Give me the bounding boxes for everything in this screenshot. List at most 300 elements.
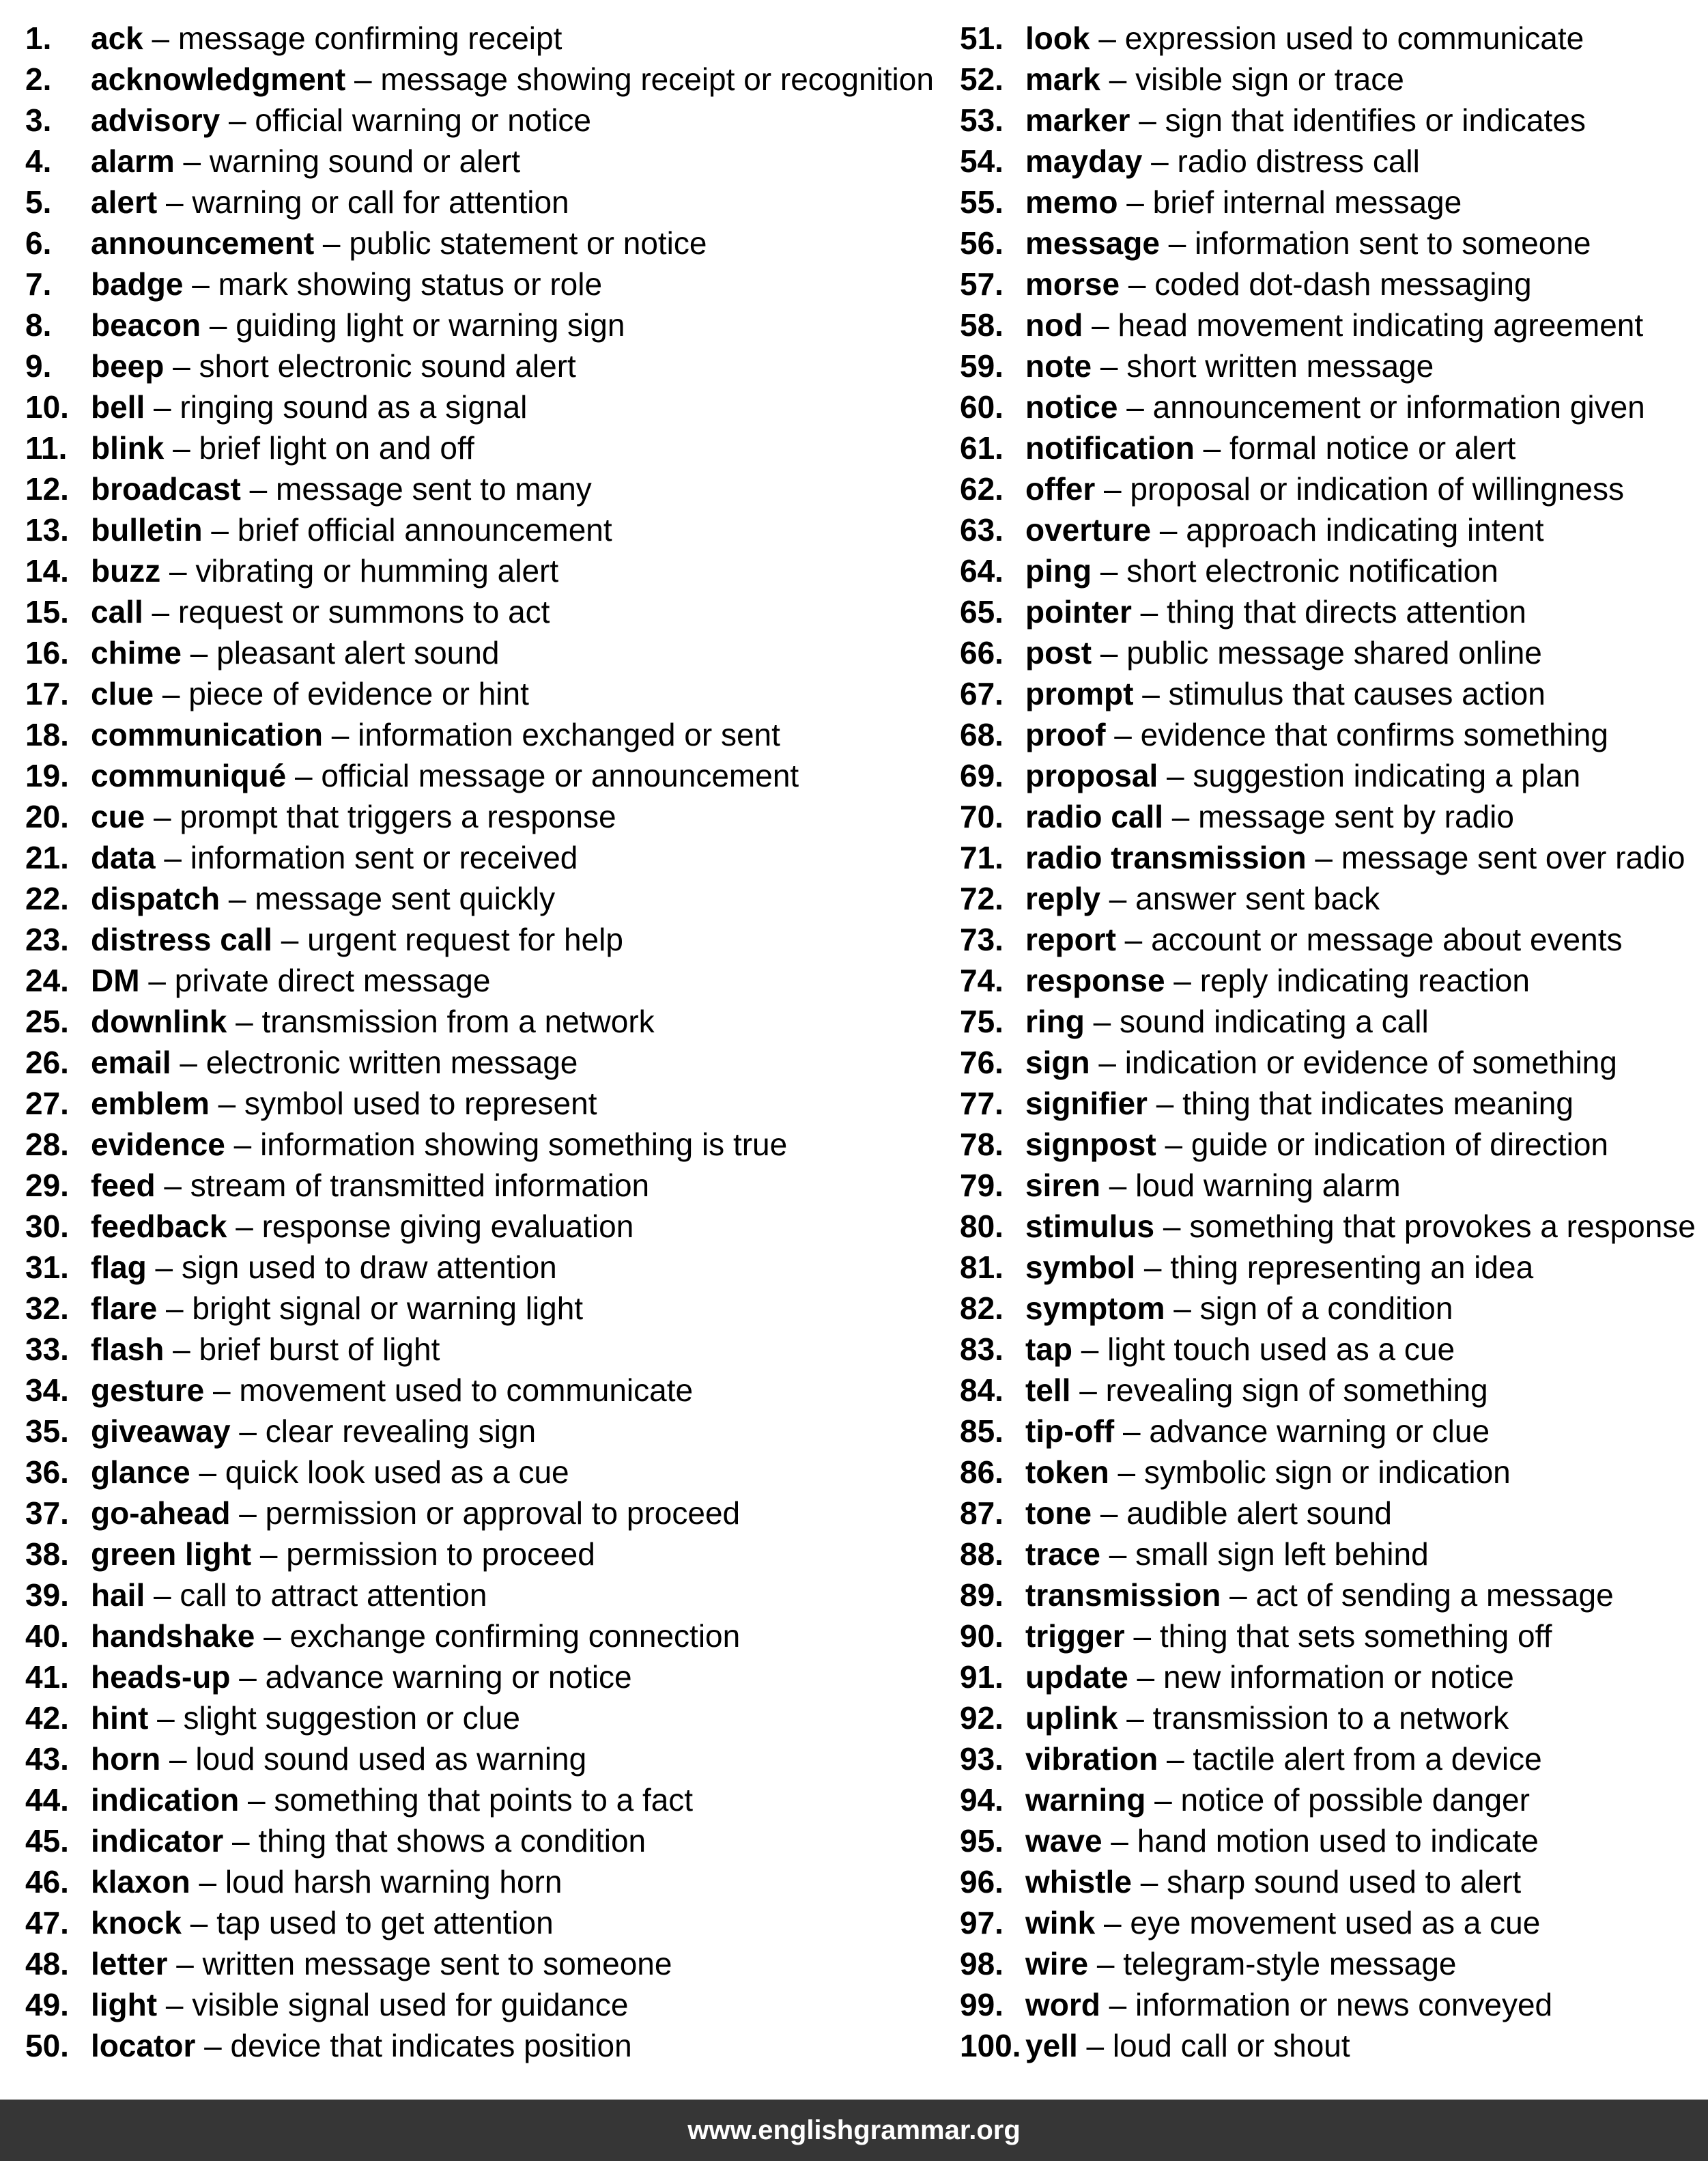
item-term: update [1025,1659,1128,1695]
list-item [960,100,1696,141]
item-number: 34. [25,1372,69,1408]
item-separator: – [239,1782,274,1818]
item-separator: – [1100,1168,1136,1203]
list-item [25,1943,934,1984]
item-separator: – [1077,2028,1113,2063]
item-separator: – [322,717,358,752]
item-separator: – [145,799,180,834]
list-item [960,305,1696,345]
item-definition: bright signal or warning light [192,1290,584,1326]
item-definition: guide or indication of direction [1191,1127,1608,1162]
item-number: 53. [960,102,1004,138]
list-item [25,1206,934,1247]
item-term: uplink [1025,1700,1118,1736]
item-definition: brief internal message [1152,184,1462,220]
item-definition: thing that directs attention [1167,594,1526,630]
item-definition: response giving evaluation [261,1209,634,1244]
item-separator: – [201,307,236,343]
item-definition: thing representing an idea [1170,1249,1534,1285]
list-item [25,18,934,59]
item-definition: stimulus that causes action [1168,676,1546,711]
item-number: 51. [960,20,1004,56]
item-separator: – [251,1536,287,1572]
item-definition: tap used to get attention [216,1905,554,1940]
item-term: feed [91,1168,156,1203]
item-term: acknowledgment [91,61,346,97]
item-term: broadcast [91,471,241,507]
list-item [25,305,934,345]
item-definition: piece of evidence or hint [188,676,529,711]
list-item [25,755,934,796]
item-term: feedback [91,1209,227,1244]
item-separator: – [314,225,350,261]
item-number: 48. [25,1946,69,1981]
item-separator: – [1115,922,1152,957]
item-term: call [91,594,143,630]
list-item [25,1329,934,1370]
item-separator: – [1092,348,1127,384]
item-number: 98. [960,1946,1004,1981]
footer-website-link[interactable]: www.englishgrammar.org [687,2115,1021,2145]
item-number: 71. [960,840,1004,875]
list-item [25,1370,934,1411]
list-item [25,1779,934,1820]
item-number: 20. [25,799,69,834]
item-term: light [91,1987,158,2022]
item-number: 70. [960,799,1004,834]
item-term: transmission [1025,1577,1221,1613]
item-separator: – [1306,840,1341,875]
item-definition: ringing sound as a signal [180,389,528,425]
item-separator: – [145,389,180,425]
item-term: hail [91,1577,145,1613]
list-item [960,1493,1696,1534]
item-definition: head movement indicating agreement [1118,307,1644,343]
item-definition: new information or notice [1163,1659,1514,1695]
item-term: proof [1025,717,1106,752]
list-item [25,919,934,960]
item-separator: – [183,266,218,302]
item-separator: – [1159,225,1195,261]
word-list-column-left [25,18,934,2066]
item-number: 38. [25,1536,69,1572]
item-separator: – [1090,1045,1125,1080]
item-definition: something that points to a fact [274,1782,694,1818]
item-term: morse [1025,266,1120,302]
item-number: 3. [25,102,52,138]
item-number: 12. [25,471,69,507]
item-separator: – [286,758,322,793]
item-term: post [1025,635,1092,670]
item-number: 67. [960,676,1004,711]
item-separator: – [1163,799,1199,834]
item-number: 7. [25,266,52,302]
item-definition: message sent to many [276,471,592,507]
item-term: alarm [91,143,175,179]
item-number: 23. [25,922,69,957]
item-number: 42. [25,1700,69,1736]
list-item [25,1902,934,1943]
item-number: 19. [25,758,69,793]
item-separator: – [171,1045,206,1080]
item-number: 22. [25,881,69,916]
list-item [25,1984,934,2025]
item-term: tip-off [1025,1413,1115,1449]
item-term: tone [1025,1495,1092,1531]
item-term: beacon [91,307,201,343]
list-item [960,919,1696,960]
item-definition: message confirming receipt [177,20,563,56]
item-separator: – [1100,1536,1136,1572]
item-separator: – [146,1249,182,1285]
list-item [960,1738,1696,1779]
item-term: tell [1025,1372,1071,1408]
item-separator: – [1131,1864,1167,1899]
item-definition: sound indicating a call [1120,1004,1429,1039]
item-separator: – [223,1823,259,1859]
item-term: chime [91,635,182,670]
item-number: 15. [25,594,69,630]
item-term: signifier [1025,1086,1148,1121]
item-term: gesture [91,1372,205,1408]
item-definition: private direct message [174,963,491,998]
item-term: ring [1025,1004,1085,1039]
item-number: 47. [25,1905,69,1940]
item-term: symptom [1025,1290,1165,1326]
item-separator: – [164,430,199,466]
item-term: reply [1025,881,1100,916]
item-definition: mark showing status or role [218,266,603,302]
item-definition: tactile alert from a device [1193,1741,1542,1777]
item-separator: – [143,20,178,56]
item-term: trigger [1025,1618,1125,1654]
list-item [25,1820,934,1861]
item-number: 35. [25,1413,69,1449]
list-item [25,509,934,550]
item-term: beep [91,348,165,384]
item-term: warning [1025,1782,1146,1818]
item-number: 97. [960,1905,1004,1940]
item-term: clue [91,676,154,711]
item-definition: thing that sets something off [1159,1618,1552,1654]
item-number: 87. [960,1495,1004,1531]
item-definition: device that indicates position [230,2028,632,2063]
item-number: 1. [25,20,52,56]
item-term: ping [1025,553,1092,589]
item-separator: – [1092,635,1127,670]
item-separator: – [227,1004,262,1039]
item-definition: official message or announcement [321,758,799,793]
list-item [960,468,1696,509]
item-number: 66. [960,635,1004,670]
item-definition: information sent to someone [1195,225,1591,261]
item-definition: written message sent to someone [202,1946,672,1981]
item-term: bell [91,389,145,425]
item-number: 33. [25,1331,69,1367]
item-number: 96. [960,1864,1004,1899]
item-separator: – [190,1454,225,1490]
item-number: 52. [960,61,1004,97]
item-definition: coded dot-dash messaging [1154,266,1532,302]
item-term: signpost [1025,1127,1156,1162]
item-definition: light touch used as a cue [1107,1331,1455,1367]
item-separator: – [209,1086,245,1121]
item-separator: – [1095,1905,1130,1940]
item-term: letter [91,1946,168,1981]
item-number: 81. [960,1249,1004,1285]
item-separator: – [227,1209,262,1244]
item-definition: guiding light or warning sign [236,307,625,343]
item-definition: loud harsh warning horn [225,1864,563,1899]
list-item [25,141,934,182]
item-term: knock [91,1905,182,1940]
item-separator: – [1088,1946,1124,1981]
item-separator: – [1130,102,1165,138]
item-definition: thing that shows a condition [258,1823,646,1859]
item-definition: sign of a condition [1199,1290,1453,1326]
item-definition: act of sending a message [1255,1577,1614,1613]
list-item [25,386,934,427]
item-separator: – [204,1372,240,1408]
item-separator: – [1194,430,1230,466]
list-item [25,796,934,837]
item-separator: – [230,1495,266,1531]
list-item [25,1247,934,1288]
item-separator: – [1133,676,1169,711]
item-term: blink [91,430,165,466]
item-separator: – [155,840,190,875]
item-term: ack [91,20,143,56]
item-definition: information or news conveyed [1135,1987,1553,2022]
item-term: wave [1025,1823,1102,1859]
item-separator: – [1070,1372,1106,1408]
item-term: notification [1025,430,1195,466]
item-number: 40. [25,1618,69,1654]
list-item [25,1574,934,1615]
item-number: 72. [960,881,1004,916]
item-number: 74. [960,963,1004,998]
item-term: stimulus [1025,1209,1155,1244]
list-item [960,2025,1696,2066]
item-number: 55. [960,184,1004,220]
item-number: 11. [25,430,68,466]
item-definition: message showing receipt or recognition [380,61,934,97]
item-term: prompt [1025,676,1134,711]
item-number: 94. [960,1782,1004,1818]
item-definition: something that provokes a response [1189,1209,1696,1244]
item-number: 32. [25,1290,69,1326]
item-number: 49. [25,1987,69,2022]
item-term: email [91,1045,171,1080]
item-number: 14. [25,553,69,589]
item-term: yell [1025,2028,1078,2063]
item-separator: – [1156,1127,1191,1162]
item-term: giveaway [91,1413,231,1449]
list-item [25,1001,934,1042]
list-item [960,427,1696,468]
item-term: flash [91,1331,165,1367]
item-separator: – [220,881,255,916]
item-separator: – [230,1413,266,1449]
item-definition: urgent request for help [307,922,623,957]
item-number: 29. [25,1168,69,1203]
item-separator: – [1095,471,1130,507]
item-number: 93. [960,1741,1004,1777]
list-item [25,1493,934,1534]
item-definition: information showing something is true [260,1127,788,1162]
item-term: heads-up [91,1659,231,1695]
item-term: report [1025,922,1116,957]
list-item [960,59,1696,100]
item-term: marker [1025,102,1130,138]
item-term: downlink [91,1004,227,1039]
item-term: wire [1025,1946,1089,1981]
item-term: response [1025,963,1165,998]
list-item [960,878,1696,919]
item-separator: – [148,1700,184,1736]
list-item [25,1165,934,1206]
item-term: green light [91,1536,252,1572]
list-item [960,1615,1696,1656]
item-term: memo [1025,184,1118,220]
item-number: 26. [25,1045,69,1080]
item-term: indicator [91,1823,224,1859]
item-term: badge [91,266,184,302]
list-item [25,673,934,714]
list-item [25,1534,934,1574]
item-separator: – [181,635,217,670]
list-item [25,878,934,919]
item-definition: audible alert sound [1126,1495,1392,1531]
item-separator: – [164,1331,199,1367]
item-number: 84. [960,1372,1004,1408]
item-term: locator [91,2028,196,2063]
list-item [25,1615,934,1656]
item-definition: message sent by radio [1198,799,1514,834]
list-item [960,345,1696,386]
item-number: 64. [960,553,1004,589]
item-separator: – [1120,266,1155,302]
item-number: 91. [960,1659,1004,1695]
item-separator: – [1114,1413,1150,1449]
list-item [960,1984,1696,2025]
item-separator: – [1118,184,1153,220]
list-item [25,714,934,755]
list-item [960,1902,1696,1943]
item-term: handshake [91,1618,255,1654]
item-term: wink [1025,1905,1096,1940]
item-number: 79. [960,1168,1004,1203]
item-number: 4. [25,143,52,179]
item-definition: approach indicating intent [1186,512,1544,548]
item-definition: thing that indicates meaning [1182,1086,1574,1121]
item-number: 16. [25,635,69,670]
item-term: siren [1025,1168,1100,1203]
item-number: 31. [25,1249,69,1285]
item-separator: – [1158,1741,1193,1777]
item-term: flare [91,1290,158,1326]
item-definition: hand motion used to indicate [1137,1823,1539,1859]
list-item [960,591,1696,632]
item-term: vibration [1025,1741,1158,1777]
item-term: dispatch [91,881,220,916]
item-term: bulletin [91,512,203,548]
list-item [960,1165,1696,1206]
item-number: 80. [960,1209,1004,1244]
item-definition: eye movement used as a cue [1130,1905,1541,1940]
item-separator: – [1154,1209,1190,1244]
item-definition: small sign left behind [1135,1536,1429,1572]
item-separator: – [164,348,199,384]
item-term: DM [91,963,140,998]
item-separator: – [1102,1823,1137,1859]
item-number: 54. [960,143,1004,179]
item-number: 17. [25,676,69,711]
item-separator: – [1083,307,1118,343]
item-separator: – [1100,881,1136,916]
item-term: advisory [91,102,220,138]
item-separator: – [1165,963,1200,998]
item-number: 24. [25,963,69,998]
item-definition: visible signal used for guidance [192,1987,629,2022]
item-term: hint [91,1700,149,1736]
item-definition: transmission from a network [261,1004,655,1039]
item-term: whistle [1025,1864,1132,1899]
list-item [960,386,1696,427]
item-number: 57. [960,266,1004,302]
item-number: 13. [25,512,69,548]
item-term: sign [1025,1045,1090,1080]
item-number: 100. [960,2028,1021,2063]
item-separator: – [202,512,238,548]
item-definition: quick look used as a cue [225,1454,569,1490]
item-separator: – [1072,1331,1108,1367]
item-term: tap [1025,1331,1072,1367]
item-definition: brief official announcement [237,512,612,548]
list-item [25,1083,934,1124]
item-separator: – [167,1946,203,1981]
item-term: indication [91,1782,240,1818]
word-list-column-right [960,18,1696,2066]
list-item [960,18,1696,59]
item-separator: – [1142,143,1178,179]
list-item [960,1697,1696,1738]
item-definition: advance warning or clue [1149,1413,1490,1449]
item-definition: information sent or received [190,840,578,875]
item-definition: information exchanged or sent [358,717,780,752]
item-separator: – [157,1290,193,1326]
item-number: 45. [25,1823,69,1859]
item-definition: advance warning or notice [265,1659,632,1695]
item-definition: answer sent back [1135,881,1380,916]
list-item [25,100,934,141]
item-definition: visible sign or trace [1135,61,1404,97]
list-item [960,1411,1696,1452]
item-number: 95. [960,1823,1004,1859]
item-term: offer [1025,471,1096,507]
item-term: buzz [91,553,161,589]
item-definition: message sent over radio [1341,840,1685,875]
item-number: 69. [960,758,1004,793]
item-separator: – [1100,61,1136,97]
item-separator: – [1084,1004,1120,1039]
item-number: 36. [25,1454,69,1490]
item-number: 44. [25,1782,69,1818]
item-number: 39. [25,1577,69,1613]
item-definition: evidence that confirms something [1140,717,1608,752]
item-separator: – [160,553,196,589]
item-number: 59. [960,348,1004,384]
